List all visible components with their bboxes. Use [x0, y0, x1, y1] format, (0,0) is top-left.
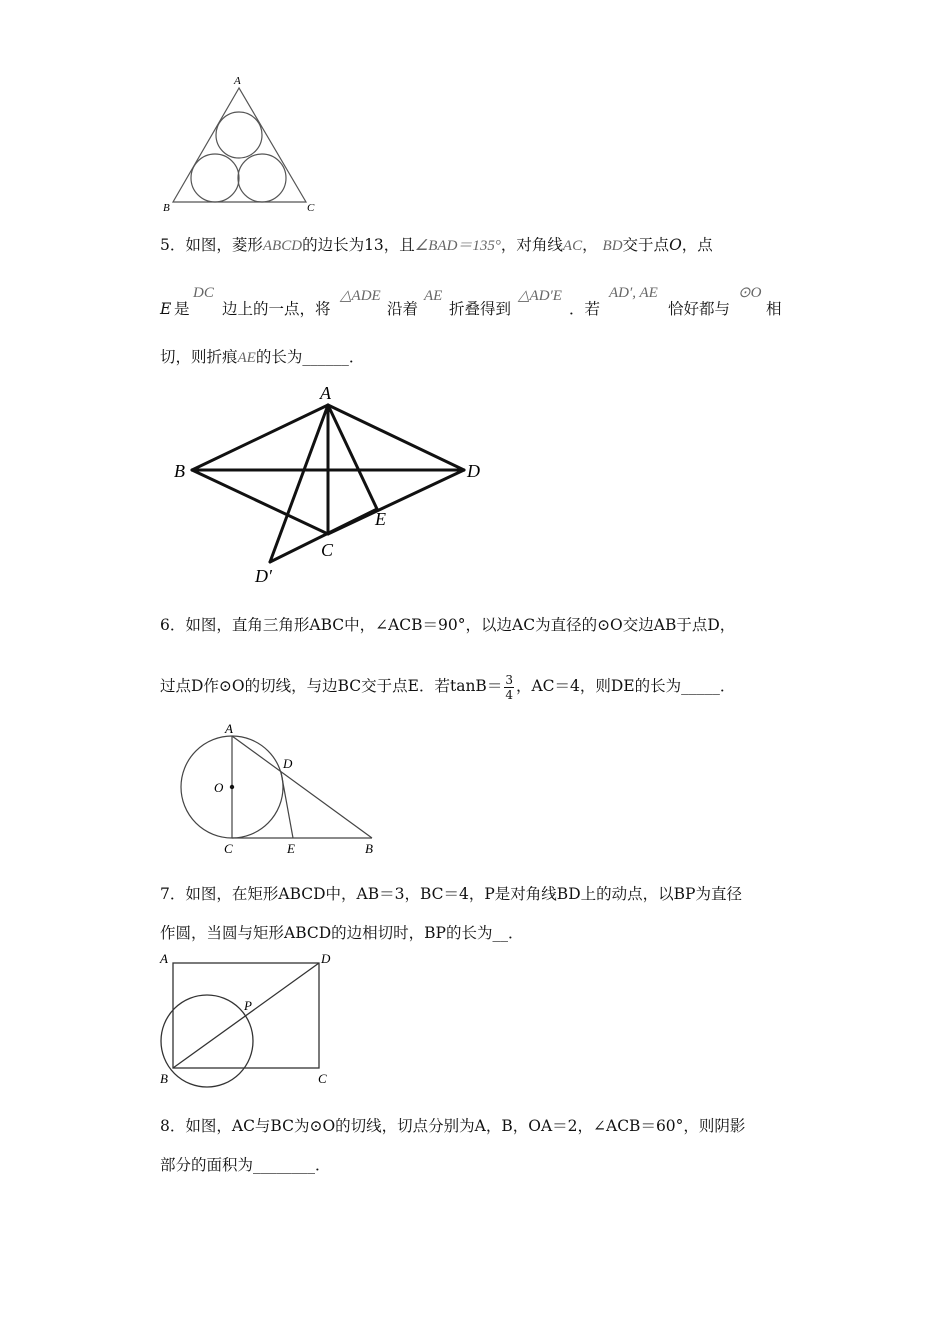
fig7-label-p: P [244, 998, 252, 1013]
q5-line2-t5: ．若 [569, 300, 601, 318]
q5-line2-ade: △ADE [340, 288, 381, 304]
q6-line2: 过点D作⊙O的切线，与边BC交于点E．若tanB＝ $\frac{3}{4}$ ，AC＝4，则DE的长为_____． [160, 672, 736, 702]
fig4-label-b: B [163, 202, 170, 214]
fig5-label-c: C [321, 540, 334, 560]
q5-line2-t2: 边上的一点，将 [222, 300, 331, 318]
q5-line2-t1: 是 [174, 300, 190, 318]
fig5-label-b: B [174, 461, 185, 481]
figure-rectangle-circle [150, 945, 350, 1090]
q5-line2-e: E [160, 300, 172, 318]
fig6-label-a: A [225, 721, 233, 736]
fig6-label-b: B [365, 841, 373, 856]
fig5-label-dp: D′ [255, 566, 272, 586]
q5-line2-t3: 沿着 [387, 300, 419, 318]
fig4-label-c: C [307, 202, 315, 214]
fig5-label-a: A [320, 383, 331, 403]
tan-fraction: $\frac{3}{4}$ [505, 672, 513, 702]
fig5-label-e: E [375, 509, 386, 529]
q5-line2-t6: 恰好都与 [668, 300, 731, 318]
fig7-label-b: B [160, 1071, 168, 1086]
q7-number: 7． [160, 885, 186, 903]
q8-line2: 部分的面积为________． [160, 1156, 331, 1174]
q5-line1: 5．如图，菱形ABCD的边长为13，且∠BAD＝135°，对角线AC， BD交于点O，点 [160, 236, 713, 254]
figure-right-triangle-circle [170, 720, 390, 860]
q6-number: 6． [160, 616, 186, 634]
q7-line2: 作圆，当圆与矩形ABCD的边相切时，BP的长为__． [160, 924, 524, 942]
q5-line2-dc: DC [193, 285, 214, 301]
fig7-label-c: C [318, 1071, 327, 1086]
figure-rhombus-fold [170, 380, 490, 590]
fig6-label-c: C [224, 841, 233, 856]
q5-line2-adpe: △AD′E [518, 288, 562, 304]
q5-line2-t7: 相 [766, 300, 782, 318]
fig6-label-d: D [283, 756, 293, 771]
fig7-label-a: A [160, 951, 168, 966]
fig4-label-a: A [234, 75, 241, 87]
q7-line1: 7．如图，在矩形ABCD中，AB＝3，BC＝4，P是对角线BD上的动点，以BP为直径 [160, 885, 742, 903]
figure-triangle-three-circles [150, 70, 330, 220]
q5-line2-circle-o: ⊙O [738, 285, 762, 301]
q8-line1: 8．如图，AC与BC为⊙O的切线，切点分别为A，B，OA＝2，∠ACB＝60°，则阴影 [160, 1117, 746, 1135]
q5-line2-ae: AE [424, 288, 443, 304]
q5-number: 5． [160, 236, 186, 254]
fig7-label-d: D [321, 951, 331, 966]
fig5-label-d: D [467, 461, 480, 481]
q5-line2-t4: 折叠得到 [449, 300, 512, 318]
q6-line1: 6．如图，直角三角形ABC中，∠ACB＝90°，以边AC为直径的⊙O交边AB于点D， [160, 616, 736, 634]
fig6-label-e: E [287, 841, 295, 856]
q5-line2-adp-ae: AD′, AE [609, 285, 658, 301]
q5-line3: 切，则折痕AE的长为______． [160, 348, 365, 366]
fig6-label-o: O [214, 780, 224, 795]
q8-number: 8． [160, 1117, 186, 1135]
